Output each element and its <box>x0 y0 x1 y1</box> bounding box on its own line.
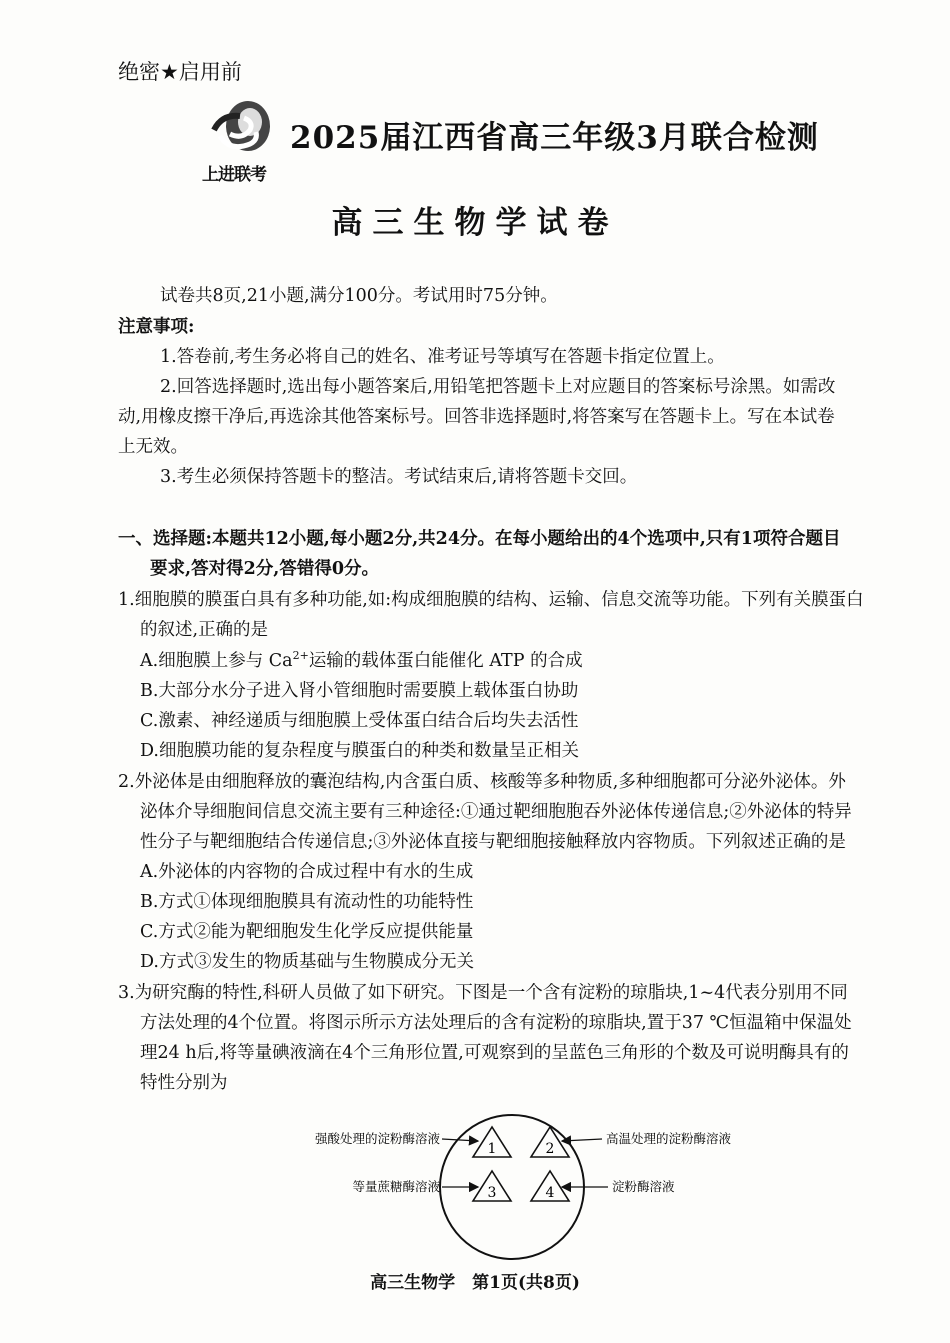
notice-item-3: 3.考生必须保持答题卡的整洁。考试结束后,请将答题卡交回。 <box>160 467 638 487</box>
q1-stem-line-1: 1.细胞膜的膜蛋白具有多种功能,如:构成细胞膜的结构、运输、信息交流等功能。下列有关膜蛋白 <box>118 590 864 610</box>
arrow-1 <box>442 1139 478 1141</box>
page-footer: 高三生物学 第1页(共8页) <box>370 1273 580 1293</box>
notice-item-2-line-3: 上无效。 <box>118 437 188 457</box>
q1-option-b: B.大部分水分子进入肾小管细胞时需要膜上载体蛋白协助 <box>140 681 579 701</box>
label-1: 强酸处理的淀粉酶溶液 <box>314 1131 440 1146</box>
logo-text: 上进联考 <box>202 165 266 185</box>
label-3: 等量蔗糖酶溶液 <box>352 1179 440 1194</box>
section-heading-a: 一、选择题:本题共12小题,每小题2分,共24分。 <box>118 529 496 549</box>
q1-option-c: C.激素、神经递质与细胞膜上受体蛋白结合后均失去活性 <box>140 711 579 731</box>
q1-option-a-post: 运输的载体蛋白能催化 ATP 的合成 <box>308 651 583 671</box>
exam-title: 2025届江西省高三年级3月联合检测 <box>290 120 819 156</box>
exam-intro: 试卷共8页,21小题,满分100分。考试用时75分钟。 <box>160 286 558 306</box>
q1-option-d: D.细胞膜功能的复杂程度与膜蛋白的种类和数量呈正相关 <box>140 741 579 761</box>
subject-title: 高三生物学试卷 <box>331 205 619 241</box>
triangle-4-number: 4 <box>545 1185 555 1201</box>
arrow-2 <box>562 1139 602 1141</box>
q3-stem-line-4: 特性分别为 <box>140 1073 228 1093</box>
notice-item-1: 1.答卷前,考生务必将自己的姓名、准考证号等填写在答题卡指定位置上。 <box>160 347 725 367</box>
q1-option-a-pre: A.细胞膜上参与 Ca <box>140 651 293 671</box>
q2-option-d: D.方式③发生的物质基础与生物膜成分无关 <box>140 952 474 972</box>
logo-icon <box>200 94 278 164</box>
agar-block-diagram <box>290 1105 780 1275</box>
q3-stem-line-3: 理24 h后,将等量碘液滴在4个三角形位置,可观察到的呈蓝色三角形的个数及可说明酶具有的 <box>140 1043 849 1063</box>
triangle-3-number: 3 <box>487 1185 497 1201</box>
label-2: 高温处理的淀粉酶溶液 <box>606 1131 732 1146</box>
section-heading-b: 在每小题给出的4个选项中,只有1项符合题目 <box>495 529 841 549</box>
logo <box>200 94 278 186</box>
notice-item-2-line-2: 动,用橡皮擦干净后,再选涂其他答案标号。回答非选择题时,将答案写在答题卡上。写在本试卷 <box>118 407 835 427</box>
q3-stem-line-1: 3.为研究酶的特性,科研人员做了如下研究。下图是一个含有淀粉的琼脂块,1~4代表分别用不同 <box>118 983 848 1003</box>
q2-stem-line-3: 性分子与靶细胞结合传递信息;③外泌体直接与靶细胞接触释放内容物质。下列叙述正确的是 <box>140 832 846 852</box>
q1-stem-line-2: 的叙述,正确的是 <box>140 620 269 640</box>
section-heading <box>118 525 840 550</box>
triangle-2-number: 2 <box>545 1141 555 1157</box>
q2-stem-line-1: 2.外泌体是由细胞释放的囊泡结构,内含蛋白质、核酸等多种物质,多种细胞都可分泌外泌体。外 <box>118 772 846 792</box>
section-heading-line-2: 要求,答对得2分,答错得0分。 <box>150 559 380 579</box>
confidential-label: 绝密★启用前 <box>118 60 242 84</box>
triangle-1-number: 1 <box>487 1141 497 1157</box>
q3-stem-line-2: 方法处理的4个位置。将图示所示方法处理后的含有淀粉的琼脂块,置于37 ℃恒温箱中保温处 <box>140 1013 852 1033</box>
notice-item-2-line-1: 2.回答选择题时,选出每小题答案后,用铅笔把答题卡上对应题目的答案标号涂黑。如需改 <box>160 377 836 397</box>
notice-heading: 注意事项: <box>118 317 195 337</box>
label-4: 淀粉酶溶液 <box>612 1179 675 1194</box>
q1-option-a-sup: 2+ <box>292 649 309 663</box>
q2-option-b: B.方式①体现细胞膜具有流动性的功能特性 <box>140 892 474 912</box>
q2-option-c: C.方式②能为靶细胞发生化学反应提供能量 <box>140 922 474 942</box>
q2-stem-line-2: 泌体介导细胞间信息交流主要有三种途径:①通过靶细胞胞吞外泌体传递信息;②外泌体的特异 <box>140 802 852 822</box>
q2-option-a: A.外泌体的内容物的合成过程中有水的生成 <box>140 862 474 882</box>
q1-option-a <box>140 647 583 672</box>
